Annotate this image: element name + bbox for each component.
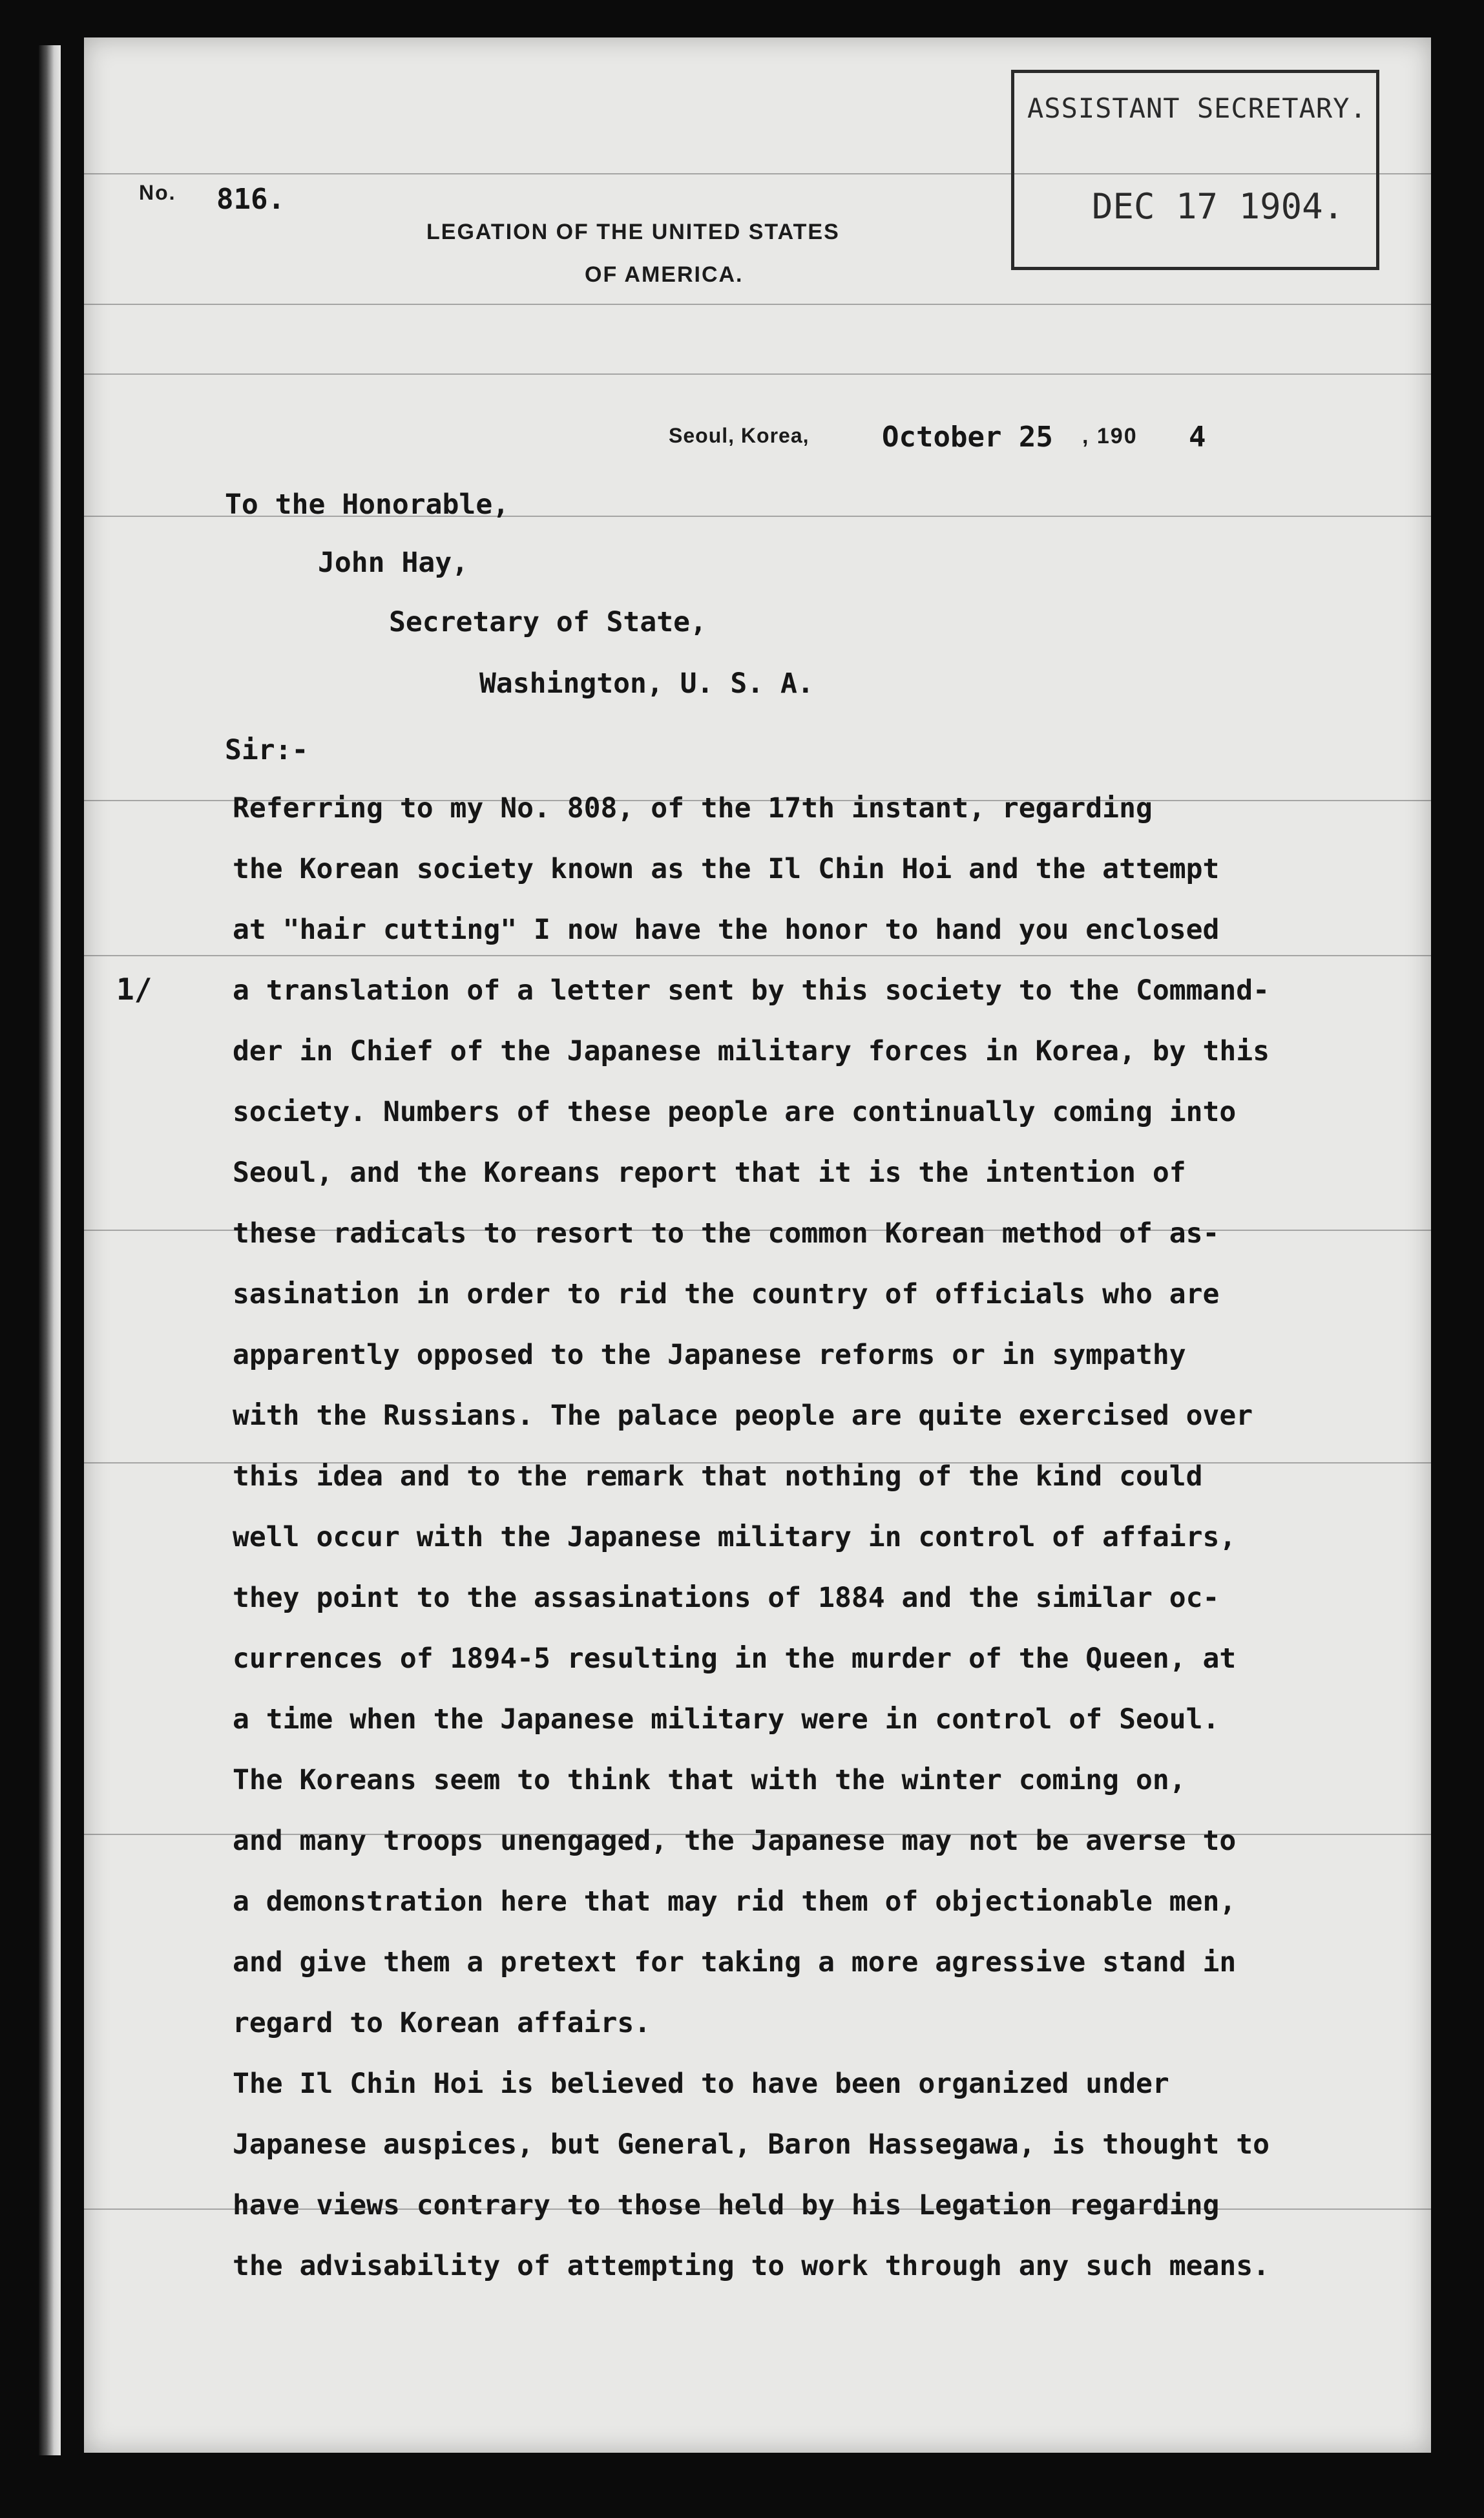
binding-edge [39, 45, 61, 2455]
ruled-line [84, 373, 1431, 375]
body-line: regard to Korean affairs. [233, 2007, 651, 2039]
legation-line-2: OF AMERICA. [585, 262, 744, 287]
stamp-title: ASSISTANT SECRETARY. [1027, 92, 1367, 124]
address-line-3: Secretary of State, [389, 606, 707, 638]
received-stamp [1011, 70, 1379, 270]
address-line-4: Washington, U. S. A. [479, 667, 814, 700]
stamp-date: DEC 17 1904. [1092, 186, 1344, 227]
despatch-number: 816. [216, 183, 285, 216]
body-line: these radicals to resort to the common Korean method of as- [233, 1217, 1220, 1250]
body-line: well occur with the Japanese military in control of affairs, [233, 1521, 1237, 1553]
despatch-no-label: No. [139, 181, 176, 204]
body-line: the advisability of attempting to work through any such means. [233, 2250, 1270, 2282]
body-line: der in Chief of the Japanese military forces in Korea, by this [233, 1035, 1270, 1067]
dateline-year-prefix: , 190 [1082, 424, 1138, 448]
body-line: and many troops unengaged, the Japanese may not be averse to [233, 1825, 1237, 1857]
letter-sheet [84, 37, 1431, 2453]
body-line: currences of 1894-5 resulting in the murder of the Queen, at [233, 1642, 1237, 1675]
body-line: a demonstration here that may rid them of objectionable men, [233, 1885, 1237, 1918]
legation-line-1: LEGATION OF THE UNITED STATES [426, 220, 840, 244]
body-line: Japanese auspices, but General, Baron Hassegawa, is thought to [233, 2128, 1270, 2161]
body-line: they point to the assasinations of 1884 and the similar oc- [233, 1582, 1220, 1614]
body-line: the Korean society known as the Il Chin Hoi and the attempt [233, 853, 1220, 885]
body-line: a time when the Japanese military were in control of Seoul. [233, 1703, 1220, 1736]
body-line: with the Russians. The palace people are quite exercised over [233, 1400, 1253, 1432]
dateline-month-day: October 25 [882, 421, 1053, 454]
dateline-place: Seoul, Korea, [669, 424, 810, 447]
ruled-line [84, 304, 1431, 305]
salutation: Sir:- [225, 734, 309, 766]
body-line: Referring to my No. 808, of the 17th instant, regarding [233, 792, 1153, 824]
body-line: society. Numbers of these people are continually coming into [233, 1096, 1237, 1128]
body-line: Seoul, and the Koreans report that it is the intention of [233, 1157, 1186, 1189]
body-line: sasination in order to rid the country of officials who are [233, 1278, 1220, 1310]
body-line: this idea and to the remark that nothing of the kind could [233, 1460, 1203, 1493]
body-line: The Il Chin Hoi is believed to have been organized under [233, 2068, 1169, 2100]
body-line: have views contrary to those held by his Legation regarding [233, 2189, 1220, 2221]
dateline-year-suffix: 4 [1189, 421, 1206, 454]
enclosure-margin-note: 1/ [116, 972, 152, 1007]
body-line: a translation of a letter sent by this society to the Command- [233, 974, 1270, 1007]
address-line-1: To the Honorable, [225, 488, 510, 521]
body-line: The Koreans seem to think that with the winter coming on, [233, 1764, 1186, 1796]
body-line: and give them a pretext for taking a more agressive stand in [233, 1946, 1237, 1978]
body-line: apparently opposed to the Japanese reforms or in sympathy [233, 1339, 1186, 1371]
body-line: at "hair cutting" I now have the honor to hand you enclosed [233, 914, 1220, 946]
ruled-line [84, 955, 1431, 956]
address-line-2: John Hay, [318, 547, 468, 579]
